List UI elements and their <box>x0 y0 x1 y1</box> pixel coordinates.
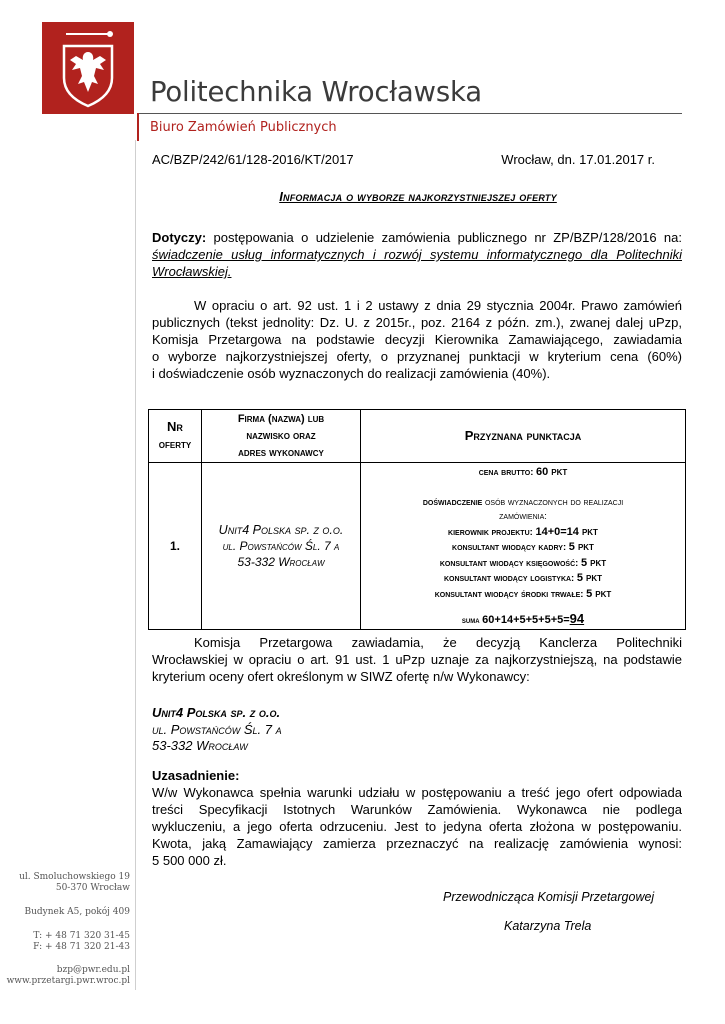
score-accounting-consultant: konsultant wiodący księgowość: 5 pkt <box>439 556 607 569</box>
table-header-row <box>149 410 686 463</box>
contractor-cell: Unit4 Polska sp. z o.o. ul. Powstańców Śl. 7 a 53-332 Wrocław <box>202 463 361 630</box>
university-logo <box>42 22 134 114</box>
offer-scoring-table <box>148 409 686 630</box>
intro-line: publicznych (tekst jednolity: Dz. U. z 2015r., poz. 2164 z późn. zm.), zwanej dalej uPzp, <box>152 315 682 330</box>
department-name: Biuro Zamówień Publicznych <box>150 120 337 135</box>
contact-fax: F: + 48 71 320 21-43 <box>33 942 130 952</box>
score-project-manager: kierownik projektu: 14+0=14 pkt <box>448 525 598 538</box>
document-heading: Informacja o wyborze najkorzystniejszej oferty <box>279 189 557 204</box>
eagle-crest-icon <box>42 22 134 114</box>
contact-email[interactable]: bzp@pwr.edu.pl <box>56 965 130 975</box>
header-points: Przyznana punktacja <box>361 410 686 463</box>
document-reference: AC/BZP/242/61/128-2016/KT/2017 <box>152 152 354 167</box>
score-fixed-assets-consultant: konsultant wiodący środki trwałe: 5 pkt <box>434 587 612 600</box>
offer-number: 1. <box>149 463 202 630</box>
header-divider <box>137 113 682 114</box>
contact-street: ul. Smoluchowskiego 19 <box>19 872 130 882</box>
experience-label: doświadczenie osób wyznaczonych do realizacji <box>422 496 624 508</box>
margin-divider <box>135 140 136 990</box>
justification-line: wykluczeniu, a jego oferta odrzuceniu. Jest to jedyna oferta złożona w postępowaniu. <box>152 819 682 834</box>
concerns-label: Dotyczy: <box>152 230 207 245</box>
decision-paragraph <box>152 634 682 685</box>
concerns-text: postępowania o udzielenie zamówienia publicznego nr ZP/BZP/128/2016 na: <box>213 230 682 245</box>
concerns-paragraph <box>152 229 682 280</box>
score-total: 94 <box>569 611 585 626</box>
justification-title: Uzasadnienie: <box>152 768 240 783</box>
procurement-subject-line: świadczenie usług informatycznych i rozwój systemu informatycznego dla Politechniki <box>152 247 682 262</box>
document-date: Wrocław, dn. 17.01.2017 r. <box>501 152 655 167</box>
winning-contractor: Unit4 Polska sp. z o.o. ul. Powstańców Śl. 7 a 53-332 Wrocław <box>152 705 282 753</box>
header-contractor: Firma (nazwa) lub nazwisko oraz adres wykonawcy <box>202 410 361 463</box>
contact-phone: T: + 48 71 320 31-45 <box>33 931 130 941</box>
intro-line: W opraciu o art. 92 ust. 1 i 2 ustawy z dnia 29 stycznia 2004r. Prawo zamówień <box>194 298 682 313</box>
intro-paragraph <box>152 297 682 382</box>
intro-line: Komisja Przetargowa na podstawie decyzji Kierownika Zamawiającego, zawiadamia <box>152 332 682 347</box>
table-row <box>149 463 686 630</box>
procurement-subject-line: Wrocławskiej. <box>152 264 232 279</box>
price-score: cena brutto: 60 pkt <box>478 466 568 478</box>
justification-line: treści Specyfikacji Istotnych Warunków Zamówienia. Wykonawca nie podlega <box>152 802 682 817</box>
justification-line: Kwota, jaką Zamawiający zamierza przeznaczyć na realizację zamówienia wynosi: <box>152 836 682 851</box>
university-name: Politechnika Wrocławska <box>150 76 482 108</box>
justification-line: 5 500 000 zł. <box>152 853 227 868</box>
justification-line: W/w Wykonawca spełnia warunki udziału w postępowaniu a treść jego ofert odpowiada <box>152 785 682 800</box>
decision-line: Komisja Przetargowa zawiadamia, że decyzją Kanclerza Politechniki <box>194 635 682 650</box>
contact-website[interactable]: www.przetargi.pwr.wroc.pl <box>6 976 130 986</box>
contact-postcode: 50-370 Wrocław <box>55 883 130 893</box>
justification-paragraph <box>152 784 682 869</box>
intro-line: i doświadczenie osób wyznaczonych do realizacji zamówienia (40%). <box>152 366 551 381</box>
score-logistics-consultant: konsultant wiodący logistyka: 5 pkt <box>443 572 603 584</box>
header-offer-number: Nr oferty <box>149 410 202 463</box>
decision-line: kryterium oceny ofert określonym w SIWZ ofertę n/w Wykonawcy: <box>152 669 530 684</box>
contact-room: Budynek A5, pokój 409 <box>24 907 130 917</box>
signatory-name: Katarzyna Trela <box>504 919 592 933</box>
intro-line: o wyborze najkorzystniejszej oferty, o przyznanej punktacji w kryterium cena (60%) <box>152 349 682 364</box>
score-sum: suma 60+14+5+5+5+5=94 <box>461 611 585 626</box>
points-cell: cena brutto: 60 pkt doświadczenie osób wyznaczonych do realizacji zamówienia: kierownik projektu: 14+0=14 pkt konsultant wiodący kadry: 5 pkt konsultant wiodący księgowość: 5 pkt konsultant wiodący logistyka: 5 pkt konsultant wiodący środki trwałe: 5 pkt suma 60+14+5+5+5+5=94 <box>361 463 686 630</box>
score-hr-consultant: konsultant wiodący kadry: 5 pkt <box>452 541 594 553</box>
decision-line: Wrocławskiej w opraciu o art. 91 ust. 1 uPzp uznaje za najkorzystniejszą, na podstawie <box>152 652 682 667</box>
signatory-role: Przewodnicząca Komisji Przetargowej <box>443 890 655 904</box>
header-accent-divider <box>137 113 139 141</box>
